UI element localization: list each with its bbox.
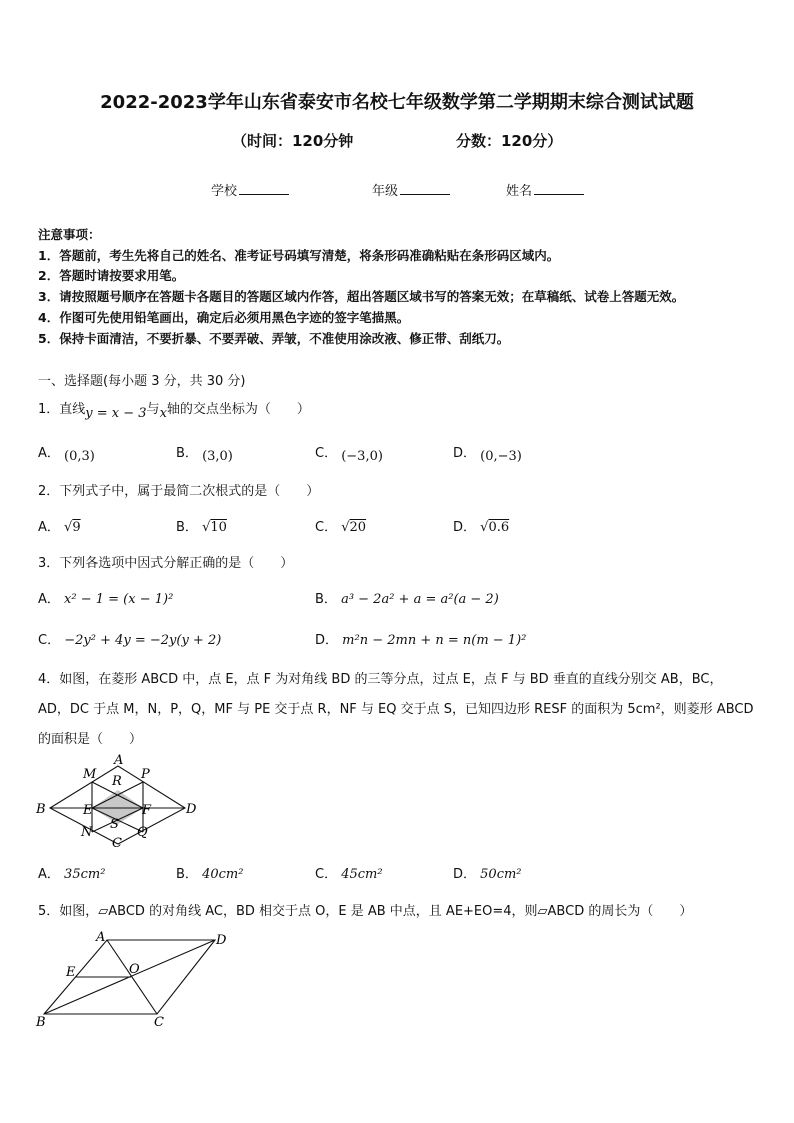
label-r: R [112, 774, 122, 789]
q1-axis: x [159, 406, 167, 421]
label-m: M [83, 767, 97, 782]
grade-label: 年级 [372, 184, 399, 199]
label-s: S [110, 817, 119, 832]
q2-option-c[interactable]: C． √20 [315, 520, 367, 535]
parallelogram-figure [30, 926, 240, 1031]
name-label: 姓名 [506, 184, 533, 199]
school-label: 学校 [211, 184, 238, 199]
q4-option-b[interactable]: B． 40cm² [176, 867, 244, 882]
q1-option-c[interactable]: C． (−3,0) [315, 446, 383, 464]
question-1-stem: 1．直线y = x − 3与x轴的交点坐标为（ ） [38, 402, 310, 421]
label-f: F [142, 803, 152, 818]
q2-option-b[interactable]: B． √10 [176, 520, 227, 535]
label-q: Q [137, 825, 148, 840]
q4-option-c[interactable]: C． 45cm² [315, 867, 383, 882]
question-5-stem: 5．如图，▱ABCD 的对角线 AC，BD 相交于点 O，E 是 AB 中点，且 AE+EO=4，则▱ABCD 的周长为（ ） [38, 904, 693, 919]
label-d: D [186, 802, 197, 817]
name-blank[interactable] [534, 182, 584, 195]
note-item: 2．答题时请按要求用笔。 [38, 268, 185, 283]
q4-option-a[interactable]: A． 35cm² [38, 867, 106, 882]
question-2-stem: 2．下列式子中，属于最简二次根式的是（ ） [38, 484, 320, 499]
q2-option-d[interactable]: D． √0.6 [453, 520, 510, 535]
school-blank[interactable] [239, 182, 289, 195]
question-4-line3: 的面积是（ ） [38, 732, 143, 747]
name-field[interactable] [506, 180, 584, 199]
label-a: A [96, 930, 106, 945]
label-b: B [36, 802, 46, 817]
q4-option-d[interactable]: D． 50cm² [453, 867, 522, 882]
note-item: 4．作图可先使用铅笔画出，确定后必须用黑色字迹的签字笔描黑。 [38, 310, 410, 325]
q3-option-d[interactable]: D． m²n − 2mn + n = n(m − 1)² [315, 633, 527, 648]
question-4-line2: AD，DC 于点 M，N，P，Q，MF 与 PE 交于点 R，NF 与 EQ 交于点 S，已知四边形 RESF 的面积为 5cm²，则菱形 ABCD [38, 702, 754, 717]
school-field[interactable] [211, 180, 289, 199]
rhombus-figure [30, 752, 210, 852]
score-label: 分数：120分） [456, 132, 563, 150]
q1-option-b[interactable]: B． (3,0) [176, 446, 233, 464]
question-3-stem: 3．下列各选项中因式分解正确的是（ ） [38, 556, 294, 571]
label-e: E [83, 803, 93, 818]
q1-option-d[interactable]: D． (0,−3) [453, 446, 522, 464]
q3-option-c[interactable]: C． −2y² + 4y = −2y(y + 2) [38, 633, 222, 648]
time-label: （时间：120分钟 [232, 132, 354, 150]
label-e: E [66, 965, 76, 980]
q3-option-b[interactable]: B． a³ − 2a² + a = a²(a − 2) [315, 592, 499, 607]
note-item: 5．保持卡面清洁，不要折暴、不要弄破、弄皱，不准使用涂改液、修正带、刮纸刀。 [38, 331, 510, 346]
q1-option-a[interactable]: A． (0,3) [38, 446, 95, 464]
label-o: O [129, 962, 140, 977]
q2-option-a[interactable]: A． √9 [38, 520, 81, 535]
grade-blank[interactable] [400, 182, 450, 195]
q3-option-a[interactable]: A． x² − 1 = (x − 1)² [38, 592, 174, 607]
note-item: 3．请按照题号顺序在答题卡各题目的答题区域内作答，超出答题区域书写的答案无效；在草稿纸、试卷上答题无效。 [38, 289, 685, 304]
grade-field[interactable] [372, 180, 450, 199]
notes-heading: 注意事项： [38, 227, 101, 242]
label-p: P [141, 767, 150, 782]
label-c: C [154, 1015, 164, 1030]
q1-equation: y = x − 3 [85, 406, 147, 421]
note-item: 1．答题前，考生先将自己的姓名、准考证号码填写清楚，将条形码准确粘贴在条形码区域内。 [38, 248, 560, 263]
question-4-line1: 4．如图，在菱形 ABCD 中，点 E，点 F 为对角线 BD 的三等分点，过点 E，点 F 与 BD 垂直的直线分别交 AB，BC， [38, 672, 723, 687]
label-d: D [216, 933, 227, 948]
label-a: A [114, 753, 124, 768]
label-b: B [36, 1015, 46, 1030]
page-title: 2022-2023学年山东省泰安市名校七年级数学第二学期期末综合测试试题 [100, 92, 694, 113]
section-heading: 一、选择题(每小题 3 分，共 30 分) [38, 374, 246, 389]
label-n: N [81, 825, 93, 840]
label-c: C [112, 836, 122, 851]
